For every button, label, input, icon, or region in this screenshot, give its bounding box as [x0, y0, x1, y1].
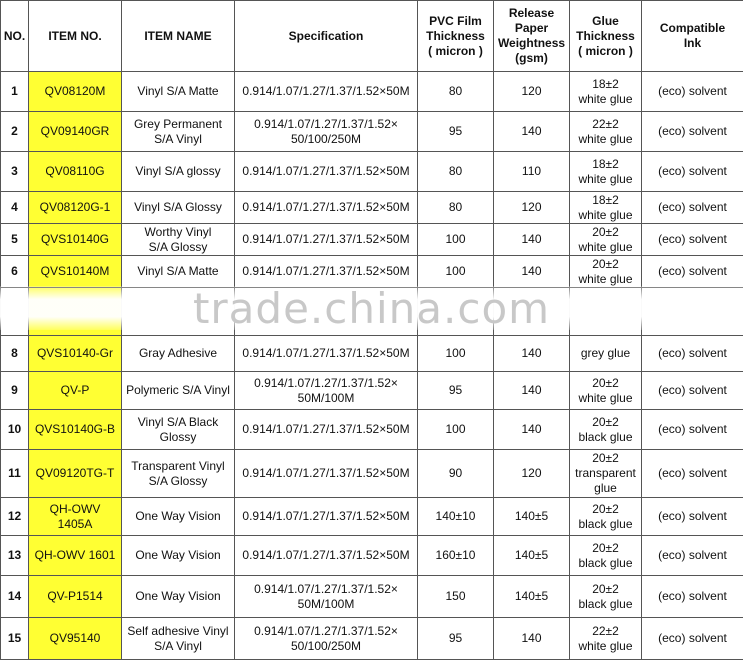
compatible-ink-cell: (eco) solvent — [642, 256, 743, 288]
row-no-cell: 2 — [1, 112, 29, 152]
glue-thickness-cell: 18±2 white glue — [570, 152, 642, 192]
pvc-thickness-cell: 150 — [418, 576, 494, 618]
pvc-thickness-cell: 80 — [418, 152, 494, 192]
compatible-ink-cell: (eco) solvent — [642, 450, 743, 498]
item-name-cell: Self adhesive Vinyl S/A Vinyl — [122, 618, 235, 660]
row-no-cell: 15 — [1, 618, 29, 660]
specification-cell: 0.914/1.07/1.27/1.37/1.52× 50M/100M — [235, 372, 418, 410]
table-row — [1, 224, 743, 256]
compatible-ink-cell: (eco) solvent — [642, 72, 743, 112]
row-no-cell: 1 — [1, 72, 29, 112]
item-name-cell: Worthy Vinyl S/A Glossy — [122, 224, 235, 256]
release-paper-weight-cell: 140 — [494, 410, 570, 450]
item-no-cell: QVS10140G — [29, 224, 122, 256]
specification-cell: 0.914/1.07/1.27/1.37/1.52×50M — [235, 256, 418, 288]
row-no-cell: 11 — [1, 450, 29, 498]
item-no-cell: QV-P1514 — [29, 576, 122, 618]
item-name-cell: One Way Vision — [122, 536, 235, 576]
item-name-cell: Gray Adhesive — [122, 336, 235, 372]
pvc-thickness-cell: 80 — [418, 192, 494, 224]
table-row — [1, 450, 743, 498]
table-row — [1, 192, 743, 224]
glue-thickness-cell: 18±2 white glue — [570, 72, 642, 112]
item-name-cell: Vinyl S/A Matte — [122, 256, 235, 288]
row-no-cell: 13 — [1, 536, 29, 576]
compatible-ink-cell: (eco) solvent — [642, 498, 743, 536]
compatible-ink-cell: (eco) solvent — [642, 112, 743, 152]
table-row — [1, 152, 743, 192]
item-name-cell: Vinyl S/A Black Glossy — [122, 410, 235, 450]
item-no-cell: QV08110G — [29, 152, 122, 192]
pvc-thickness-cell: 95 — [418, 372, 494, 410]
item-name-cell: Vinyl S/A glossy — [122, 152, 235, 192]
item-no-cell: QVS10140M — [29, 256, 122, 288]
header-item-no: ITEM NO. — [29, 1, 122, 72]
pvc-thickness-cell: 100 — [418, 224, 494, 256]
item-no-cell: QV09140GR — [29, 112, 122, 152]
specification-cell: 0.914/1.07/1.27/1.37/1.52×50M — [235, 536, 418, 576]
compatible-ink-cell: (eco) solvent — [642, 576, 743, 618]
release-paper-weight-cell: 140 — [494, 112, 570, 152]
release-paper-weight-cell: 120 — [494, 192, 570, 224]
pvc-thickness-cell: 100 — [418, 256, 494, 288]
compatible-ink-cell: (eco) solvent — [642, 192, 743, 224]
table-row — [1, 72, 743, 112]
glue-thickness-cell: 20±2 black glue — [570, 536, 642, 576]
release-paper-weight-cell: 140 — [494, 224, 570, 256]
header-item-name: ITEM NAME — [122, 1, 235, 72]
row-no-cell: 10 — [1, 410, 29, 450]
compatible-ink-cell: (eco) solvent — [642, 410, 743, 450]
item-no-cell: QVS10140G-B — [29, 410, 122, 450]
item-no-cell: QV08120M — [29, 72, 122, 112]
release-paper-weight-cell: 140 — [494, 372, 570, 410]
release-paper-weight-cell: 140±5 — [494, 536, 570, 576]
table-row — [1, 498, 743, 536]
pvc-thickness-cell: 80 — [418, 72, 494, 112]
table-row — [1, 336, 743, 372]
watermark-overlay — [0, 286, 743, 330]
glue-thickness-cell: 20±2 white glue — [570, 224, 642, 256]
header-row — [1, 1, 743, 72]
row-no-cell: 6 — [1, 256, 29, 288]
item-name-cell: Transparent Vinyl S/A Glossy — [122, 450, 235, 498]
item-no-cell: QV09120TG-T — [29, 450, 122, 498]
table-row — [1, 536, 743, 576]
specification-cell: 0.914/1.07/1.27/1.37/1.52× 50/100/250M — [235, 112, 418, 152]
pvc-thickness-cell: 90 — [418, 450, 494, 498]
glue-thickness-cell: 18±2 white glue — [570, 192, 642, 224]
row-no-cell: 14 — [1, 576, 29, 618]
item-no-cell: QV-P — [29, 372, 122, 410]
specification-cell: 0.914/1.07/1.27/1.37/1.52×50M — [235, 410, 418, 450]
table-row — [1, 618, 743, 660]
item-name-cell: Vinyl S/A Matte — [122, 72, 235, 112]
glue-thickness-cell: 22±2 white glue — [570, 618, 642, 660]
specification-cell: 0.914/1.07/1.27/1.37/1.52× 50/100/250M — [235, 618, 418, 660]
row-no-cell: 12 — [1, 498, 29, 536]
item-no-cell: QH-OWV 1601 — [29, 536, 122, 576]
header-glue-thickness: Glue Thickness ( micron ) — [570, 1, 642, 72]
header-release-paper: Release Paper Weightness (gsm) — [494, 1, 570, 72]
compatible-ink-cell: (eco) solvent — [642, 372, 743, 410]
glue-thickness-cell: 20±2 transparent glue — [570, 450, 642, 498]
release-paper-weight-cell: 120 — [494, 450, 570, 498]
glue-thickness-cell: 20±2 black glue — [570, 576, 642, 618]
glue-thickness-cell: grey glue — [570, 336, 642, 372]
specification-cell: 0.914/1.07/1.27/1.37/1.52× 50M/100M — [235, 576, 418, 618]
item-name-cell: One Way Vision — [122, 498, 235, 536]
header-compatible-ink: Compatible Ink — [642, 1, 743, 72]
release-paper-weight-cell: 140±5 — [494, 576, 570, 618]
table-row — [1, 372, 743, 410]
header-pvc-thickness: PVC Film Thickness ( micron ) — [418, 1, 494, 72]
item-no-cell: QVS10140-Gr — [29, 336, 122, 372]
item-name-cell: Grey Permanent S/A Vinyl — [122, 112, 235, 152]
item-name-cell: Vinyl S/A Glossy — [122, 192, 235, 224]
glue-thickness-cell: 20±2 black glue — [570, 498, 642, 536]
release-paper-weight-cell: 140 — [494, 336, 570, 372]
release-paper-weight-cell: 140 — [494, 256, 570, 288]
compatible-ink-cell: (eco) solvent — [642, 618, 743, 660]
glue-thickness-cell: 20±2 white glue — [570, 372, 642, 410]
release-paper-weight-cell: 140 — [494, 618, 570, 660]
release-paper-weight-cell: 140±5 — [494, 498, 570, 536]
pvc-thickness-cell: 140±10 — [418, 498, 494, 536]
specification-cell: 0.914/1.07/1.27/1.37/1.52×50M — [235, 498, 418, 536]
specification-cell: 0.914/1.07/1.27/1.37/1.52×50M — [235, 450, 418, 498]
table-row — [1, 112, 743, 152]
row-no-cell: 8 — [1, 336, 29, 372]
compatible-ink-cell: (eco) solvent — [642, 536, 743, 576]
item-name-cell: Polymeric S/A Vinyl — [122, 372, 235, 410]
glue-thickness-cell: 20±2 white glue — [570, 256, 642, 288]
compatible-ink-cell: (eco) solvent — [642, 152, 743, 192]
row-no-cell: 5 — [1, 224, 29, 256]
release-paper-weight-cell: 120 — [494, 72, 570, 112]
header-no: NO. — [1, 1, 29, 72]
specification-cell: 0.914/1.07/1.27/1.37/1.52×50M — [235, 336, 418, 372]
specification-cell: 0.914/1.07/1.27/1.37/1.52×50M — [235, 192, 418, 224]
item-no-cell: QV95140 — [29, 618, 122, 660]
item-name-cell: One Way Vision — [122, 576, 235, 618]
pvc-thickness-cell: 95 — [418, 112, 494, 152]
table-row — [1, 576, 743, 618]
table-row — [1, 410, 743, 450]
compatible-ink-cell: (eco) solvent — [642, 336, 743, 372]
glue-thickness-cell: 22±2 white glue — [570, 112, 642, 152]
row-no-cell: 4 — [1, 192, 29, 224]
release-paper-weight-cell: 110 — [494, 152, 570, 192]
pvc-thickness-cell: 100 — [418, 336, 494, 372]
watermark-text: trade.china.com — [193, 284, 550, 333]
item-no-cell: QH-OWV 1405A — [29, 498, 122, 536]
header-specification: Specification — [235, 1, 418, 72]
specification-cell: 0.914/1.07/1.27/1.37/1.52×50M — [235, 152, 418, 192]
compatible-ink-cell: (eco) solvent — [642, 224, 743, 256]
pvc-thickness-cell: 160±10 — [418, 536, 494, 576]
pvc-thickness-cell: 100 — [418, 410, 494, 450]
specification-cell: 0.914/1.07/1.27/1.37/1.52×50M — [235, 224, 418, 256]
glue-thickness-cell: 20±2 black glue — [570, 410, 642, 450]
row-no-cell: 3 — [1, 152, 29, 192]
row-no-cell: 9 — [1, 372, 29, 410]
item-no-cell: QV08120G-1 — [29, 192, 122, 224]
specification-cell: 0.914/1.07/1.27/1.37/1.52×50M — [235, 72, 418, 112]
pvc-thickness-cell: 95 — [418, 618, 494, 660]
